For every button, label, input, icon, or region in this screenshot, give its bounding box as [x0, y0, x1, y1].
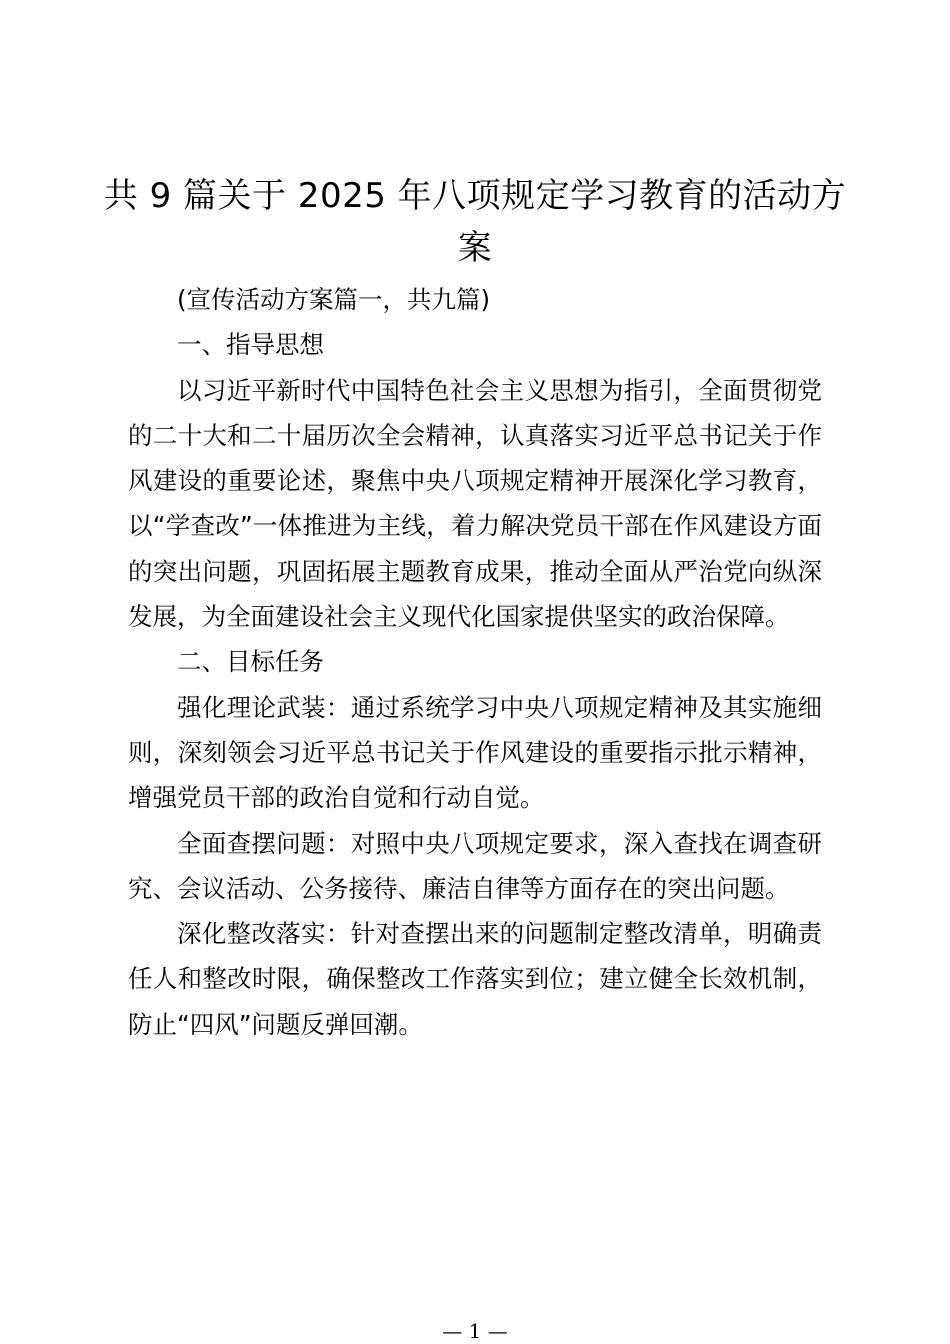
document-subtitle: (宣传活动方案篇一，共九篇)	[177, 285, 491, 314]
page-number: — 1 —	[442, 1319, 508, 1343]
document-body	[128, 277, 822, 1047]
paragraph-task-theory: 强化理论武装：通过系统学习中央八项规定精神及其实施细则，深刻领会习近平总书记关于作风建设的重要指示批示精神，增强党员干部的政治自觉和行动自觉。	[128, 692, 822, 813]
paragraph-task-problems: 全面查摆问题：对照中央八项规定要求，深入查找在调查研究、会议活动、公务接待、廉洁自律等方面存在的突出问题。	[128, 828, 822, 903]
document-title: 共 9 篇关于 2025 年八项规定学习教育的活动方案	[103, 176, 847, 268]
section-heading-goals-tasks: 二、目标任务	[177, 647, 324, 677]
paragraph-task-rectification: 深化整改落实：针对查摆出来的问题制定整改清单，明确责任人和整改时限，确保整改工作落实到位；建立健全长效机制，防止“四风”问题反弹回潮。	[128, 919, 822, 1039]
paragraph-guiding-ideology: 以习近平新时代中国特色社会主义思想为指引，全面贯彻党的二十大和二十届历次全会精神，认真落实习近平总书记关于作风建设的重要论述，聚焦中央八项规定精神开展深化学习教育，以“学查改”一体推进为主线，着力解决党员干部在作风建设方面的突出问题，巩固拓展主题教育成果，推动全面从严治党向纵深发展，为全面建设社会主义现代化国家提供坚实的政治保障。	[128, 375, 822, 632]
section-heading-guiding-ideology: 一、指导思想	[177, 330, 324, 360]
